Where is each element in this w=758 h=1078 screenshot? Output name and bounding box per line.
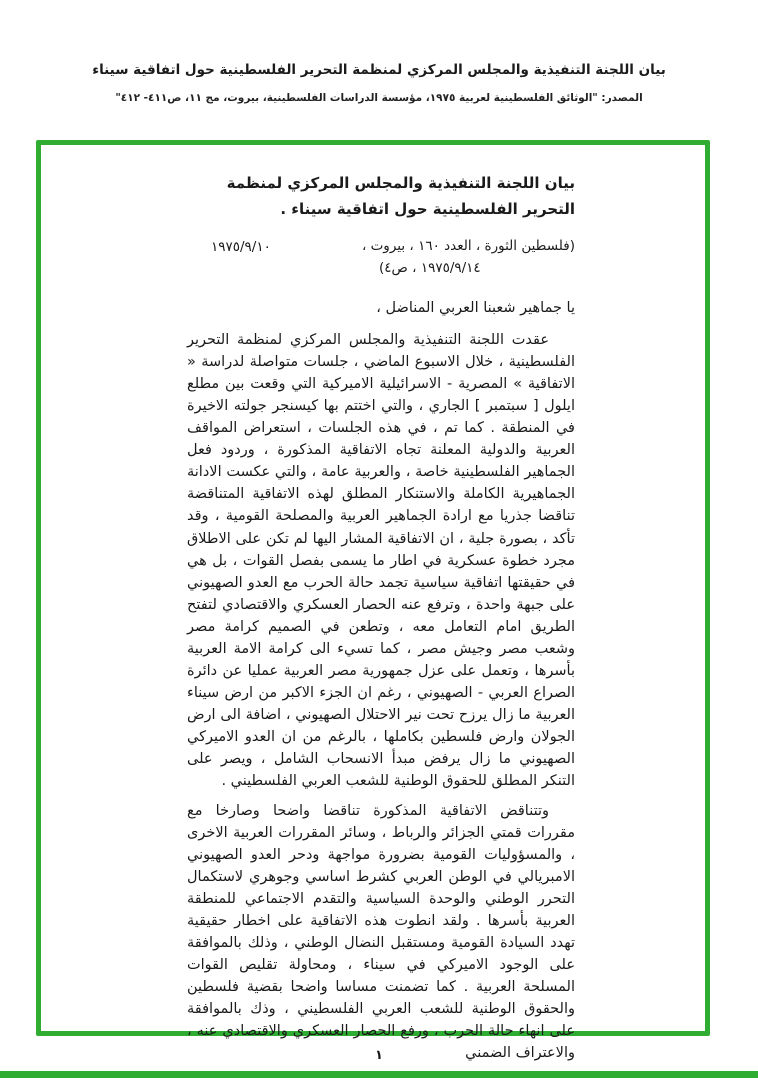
citation-line-2: ١٩٧٥/٩/١٤ ، ص٤): [379, 259, 481, 276]
page-number: ١: [375, 1048, 383, 1063]
document-date: ١٩٧٥/٩/١٠: [211, 239, 271, 255]
citation-line-1: (فلسطين الثورة ، العدد ١٦٠ ، بيروت ،: [361, 238, 575, 254]
body-paragraph: وتتناقض الاتفاقية المذكورة تناقضا واضحا وصارخا مع مقررات قمتي الجزائر والرباط ، وسائر المقررات العربية الاخرى ، والمسؤوليات القومية بضرورة مواجهة ودحر العدو الصهيوني الامبريالي في الوطن العربي كشرط اساسي وجوهري لاستكمال التحرر الوطني والوحدة السياسية والتقدم الاجتماعي للمنطقة العربية بأسرها . ولقد انطوت هذه الاتفاقية على اخطار حقيقية تهدد السيادة القومية ومستقبل النضال الوطني ، وذلك بالموافقة على الوجود الاميركي في سيناء ، ومحاولة تقليص القوات المسلحة العربية . كما تضمنت مساسا واضحا بقضية فلسطين والحقوق الوطنية للشعب العربي الفلسطيني ، وذك بالموافقة على انهاء حالة الحرب ، ورفع الحصار العسكري والاقتصادي عنه ، والاعتراف الضمني: [187, 802, 575, 1062]
source-line: المصدر: "الوثائق الفلسطينية لعربية ١٩٧٥، مؤسسة الدراسات الفلسطينية، بيروت، مج ١١، ص٤١١- ٤١٢": [115, 92, 643, 104]
next-page-frame-edge: [0, 1071, 758, 1078]
date-citation-row: [187, 236, 575, 279]
page-header: [0, 0, 758, 104]
document-scan: [187, 171, 575, 1064]
document-title: بيان اللجنة التنفيذية والمجلس المركزي لمنظمة التحرير الفلسطينية حول اتفاقية سيناء .: [226, 174, 575, 218]
document-frame: [36, 140, 710, 1062]
body-paragraph: عقدت اللجنة التنفيذية والمجلس المركزي لمنظمة التحرير الفلسطينية ، خلال الاسبوع الماضي ، جلسات متواصلة لدراسة « الاتفاقية » المصرية - الاسرائيلية الاميركية التي وقعت بين مطلع ايلول [ سبتمبر ] الجاري ، والتي اختتم بها كيسنجر جولته الاخيرة في المنطقة . كما تم ، في هذه الجلسات ، استعراض المواقف العربية والدولية المعلنة تجاه الاتفاقية المذكورة ، وردود فعل الجماهير الفلسطينية خاصة ، والعربية عامة ، والتي عكست الادانة الجماهيرية الكاملة والاستنكار المطلق لهذه الاتفاقية المتناقضة تناقضا جذريا مع ارادة الجماهير العربية والمصلحة القومية ، وقد تأكد ، بصورة جلية ، ان الاتفاقية المشار اليها لم تكن على الاطلاق مجرد خطوة عسكرية في اطار ما يسمى بفصل القوات ، بل هي في حقيقتها اتفاقية سياسية تجمد حالة الحرب مع العدو الصهيوني على جبهة واحدة ، وترفع عنه الحصار العسكري والاقتصادي لتفتح الطريق امام التعامل معه ، وتطعن في الصميم كرامة مصر وشعب مصر وجيش مصر ، كما تسيء الى كرامة الامة العربية بأسرها ، وتعمل على عزل جمهورية مصر العربية عمليا عن دائرة الصراع العربي - الصهيوني ، رغم ان الجزء الاكبر من ارض سيناء العربية ما زال يرزح تحت نير الاحتلال الصهيوني ، اضافة الى ارض الجولان وارض فلسطين بكاملها ، بالرغم من ان العدو الاميركي الصهيوني ما زال يرفض مبدأ الانسحاب الشامل ، ويصر على التنكر المطلق للحقوق الوطنية للشعب العربي الفلسطيني .: [187, 332, 575, 789]
page-header-title: بيان اللجنة التنفيذية والمجلس المركزي لمنظمة التحرير الفلسطينية حول اتفاقية سيناء: [92, 62, 666, 78]
salutation-line: يا جماهير شعبنا العربي المناضل ،: [376, 300, 575, 317]
journal-citation: [361, 236, 575, 279]
